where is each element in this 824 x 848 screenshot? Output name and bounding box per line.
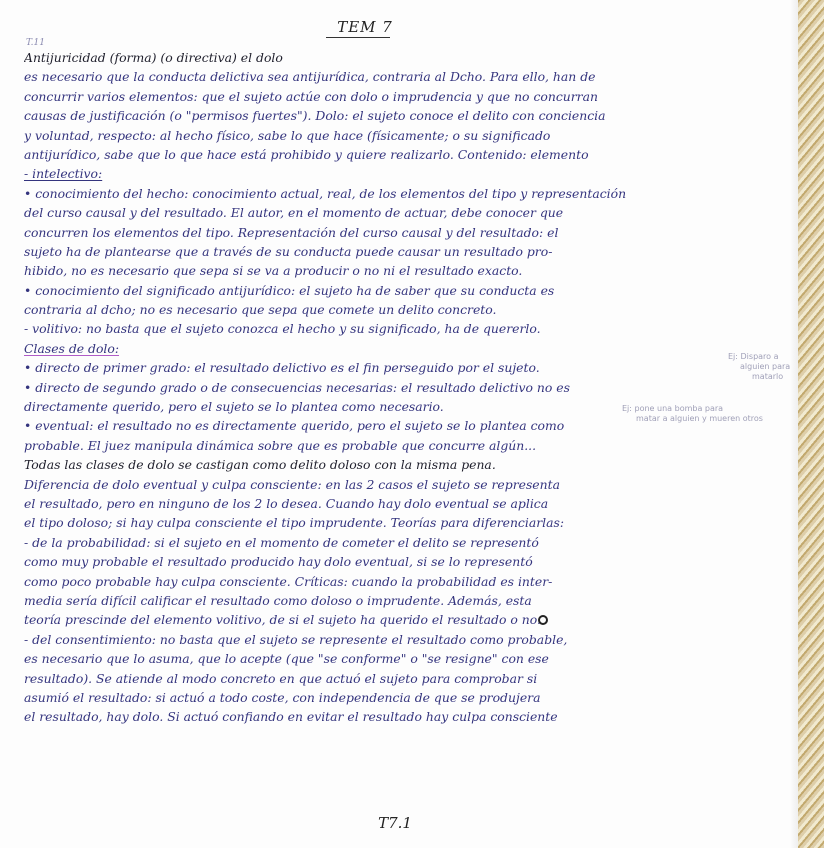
page-title: TEM 7 [337, 18, 393, 36]
note-line-heading: Antijuricidad (forma) (o directiva) el dolo [24, 50, 283, 65]
note-line: antijurídico, sabe que lo que hace está prohibido y quiere realizarlo. Contenido: elemento [24, 146, 589, 162]
margin-note: matarlo [752, 372, 784, 381]
note-line: hibido, no es necesario que sepa si se va a producir o no ni el resultado exacto. [24, 263, 523, 279]
note-line: concurrir varios elementos: que el sujeto actúe con dolo o imprudencia y que no concurran [24, 88, 598, 104]
note-line: asumió el resultado: si actuó a todo coste, con independencia de que se produjera [24, 689, 541, 705]
note-line: y voluntad, respecto: al hecho físico, sabe lo que hace (físicamente; o su significado [24, 127, 551, 143]
note-line: el tipo doloso; si hay culpa consciente el tipo imprudente. Teorías para diferenciarlas: [24, 515, 565, 531]
note-line: del curso causal y del resultado. El autor, en el momento de actuar, debe conocer que [24, 205, 564, 221]
note-line: el resultado, pero en ninguno de los 2 lo desea. Cuando hay dolo eventual se aplica [24, 495, 549, 511]
margin-note: Ej: Disparo a [728, 352, 779, 361]
circle-mark-icon [538, 615, 548, 625]
note-line: - de la probabilidad: si el sujeto en el momento de cometer el delito se representó [24, 534, 539, 550]
note-line: media sería difícil calificar el resultado como doloso o imprudente. Además, esta [24, 592, 532, 608]
note-line: como poco probable hay culpa consciente. Críticas: cuando la probabilidad es inter- [24, 573, 553, 589]
note-line: teoría prescinde del elemento volitivo, de si el sujeto ha querido el resultado o no. [24, 612, 541, 628]
note-line: Todas las clases de dolo se castigan como delito doloso con la misma pena. [24, 457, 496, 473]
note-line: es necesario que lo asuma, que lo acepte (que "se conforme" o "se resigne" con ese [24, 651, 549, 667]
spiral-binding [798, 0, 824, 848]
note-line: concurren los elementos del tipo. Representación del curso causal y del resultado: el [24, 224, 559, 240]
note-line: • directo de primer grado: el resultado delictivo es el fin perseguido por el sujeto. [24, 360, 540, 376]
margin-note: alguien para [740, 362, 791, 371]
note-line: - del consentimiento: no basta que el sujeto se represente el resultado como probable, [24, 631, 568, 647]
note-line: • conocimiento del significado antijurídico: el sujeto ha de saber que su conducta es [24, 282, 555, 298]
note-line: como muy probable el resultado producido hay dolo eventual, si se lo representó [24, 554, 533, 570]
note-line: resultado). Se atiende al modo concreto en que actuó el sujeto para comprobar si [24, 670, 538, 686]
note-line: • eventual: el resultado no es directamente querido, pero el sujeto se lo plantea como [24, 418, 565, 434]
note-line: - volitivo: no basta que el sujeto conozca el hecho y su significado, ha de quererlo. [24, 321, 541, 337]
note-line: causas de justificación (o "permisos fuertes"). Dolo: el sujeto conoce el delito con conciencia [24, 108, 606, 124]
page-number: T7.1 [378, 814, 412, 832]
corner-reference: T.11 [26, 38, 45, 48]
note-line: directamente querido, pero el sujeto se lo plantea como necesario. [24, 399, 444, 415]
note-line-subheading: Clases de dolo: [24, 340, 120, 356]
note-line: sujeto ha de plantearse que a través de su conducta puede causar un resultado pro- [24, 243, 553, 259]
note-line: • conocimiento del hecho: conocimiento actual, real, de los elementos del tipo y representación [24, 185, 627, 201]
note-line: probable. El juez manipula dinámica sobre que es probable que concurre algún... [24, 437, 537, 453]
margin-note: Ej: pone una bomba para [622, 404, 724, 413]
note-line: el resultado, hay dolo. Si actuó confiando en evitar el resultado hay culpa consciente [24, 709, 558, 725]
note-line: • directo de segundo grado o de consecuencias necesarias: el resultado delictivo no es [24, 379, 570, 395]
note-line: es necesario que la conducta delictiva sea antijurídica, contraria al Dcho. Para ello, han de [24, 69, 596, 85]
note-line-subheading: - intelectivo: [24, 166, 103, 182]
title-underline [326, 37, 390, 38]
note-line: contraria al dcho; no es necesario que sepa que comete un delito concreto. [24, 302, 497, 318]
handwritten-notes [24, 48, 794, 727]
margin-note: matar a alguien y mueren otros [636, 414, 763, 423]
note-line: Diferencia de dolo eventual y culpa consciente: en las 2 casos el sujeto se representa [24, 476, 560, 492]
